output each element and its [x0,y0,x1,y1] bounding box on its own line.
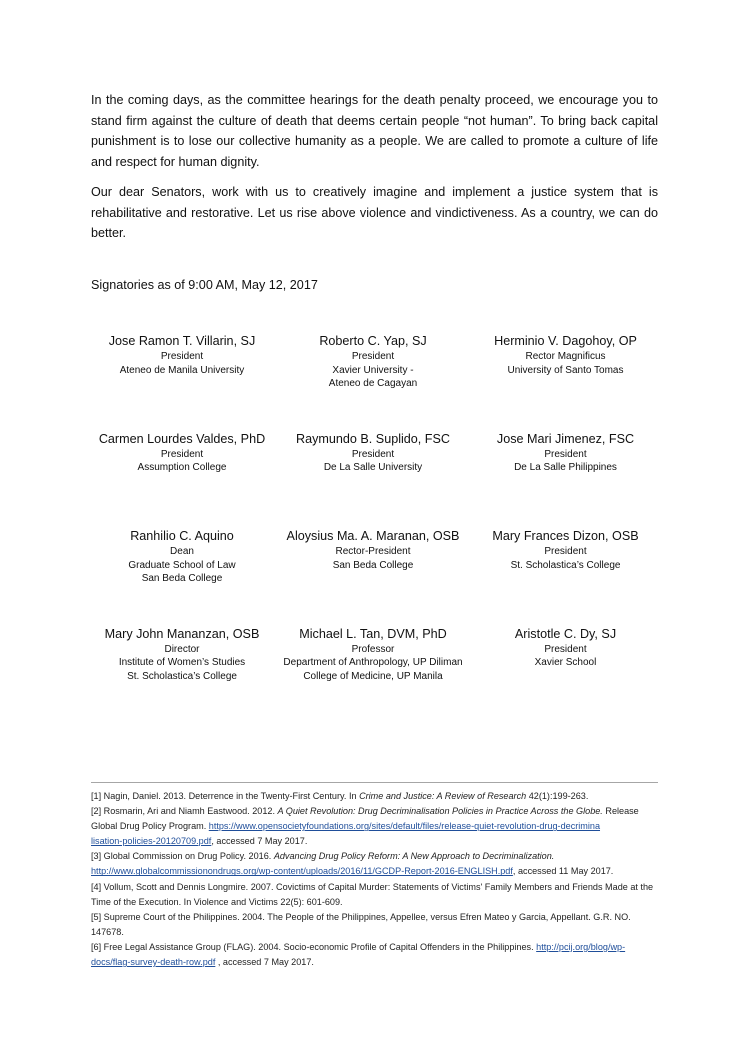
signatory-name: Aristotle C. Dy, SJ [514,626,617,641]
signatory-name: Jose Ramon T. Villarin, SJ [108,334,256,348]
footnote-title: A Quiet Revolution: Drug Decriminalisation Policies in Practice Across the Globe. [277,806,603,817]
signatory-organization: De La Salle Philippines [514,462,617,474]
signatory-organization: St. Scholastica’s College [510,559,621,571]
signatory-title: Rector-President [335,546,411,557]
footnote [91,940,658,970]
signatory-name: Mary Frances Dizon, OSB [492,529,639,543]
signatory-title: President [351,448,395,460]
signatory-name: Mary John Mananzan, OSB [104,626,260,641]
footnotes [91,789,658,970]
footnote-link[interactable]: http://www.globalcommissionondrugs.org/wp-content/uploads/2016/11/GCDP-Report-2016-ENGLISH.pdf [91,866,513,877]
footnote-link[interactable]: https://www.opensocietyfoundations.org/sites/default/files/release-quiet-revolution-drug-decrimina [208,821,601,832]
signatory-title: Dean [170,546,194,557]
signatory-organization: Assumption College [137,462,227,474]
signatory-block [473,626,658,724]
signatory-organization: Department of Anthropology, UP Diliman [283,657,463,669]
signatory-organization: Institute of Women’s Studies [118,657,246,669]
signatory-name: Carmen Lourdes Valdes, PhD [98,431,266,446]
signatory-organization: De La Salle University [323,462,423,474]
signatory-organization: San Beda College [141,573,223,585]
signatory-name: Jose Mari Jimenez, FSC [496,431,635,446]
signatory-block [473,528,658,626]
signatory-organization: College of Medicine, UP Manila [303,670,443,682]
signatory-name: Aloysius Ma. A. Maranan, OSB [286,529,460,543]
signatory-block [273,431,473,529]
signatory-organization: San Beda College [332,559,414,571]
footnote [91,804,658,849]
footnote-link[interactable]: http://pcij.org/blog/wp- [536,941,626,952]
signatory-organization: Xavier University - [332,364,414,376]
signatory-block [91,626,273,724]
signatory-name: Raymundo B. Suplido, FSC [296,431,450,446]
footnote-text: [6] Free Legal Assistance Group (FLAG). 2004. Socio-economic Profile of Capital Offenders in the Philippines. [91,941,537,952]
footnote-divider [91,782,658,783]
footnote-text: , accessed 7 May 2017. [211,836,308,847]
footnote-title: Crime and Justice: A Review of Research [359,791,527,801]
body-paragraph-1: In the coming days, as the committee hearings for the death penalty proceed, we encourage you to stand firm against the culture of death that deems certain people “not human”. To bring back capital punishment is to lose our collective humanity as a people. We are called to promote a culture of life and respect for human dignity. [91,93,658,169]
signatory-name: Roberto C. Yap, SJ [319,334,427,348]
signatory-block [273,333,473,431]
signatory-title: President [544,546,587,557]
signatory-title: President [160,351,204,362]
footnote-text: 42(1):199-263. [526,791,589,801]
signatory-name: Michael L. Tan, DVM, PhD [299,626,447,641]
footnote-link[interactable]: docs/flag-survey-death-row.pdf [91,957,216,968]
footnote [91,910,658,940]
signatory-organization: University of Santo Tomas [507,364,624,376]
signatories-heading: Signatories as of 9:00 AM, May 12, 2017 [91,278,318,292]
footnote [91,849,658,879]
signatory-title: President [544,448,587,460]
footnote-text: , accessed 11 May 2017. [512,866,614,877]
footnote-text: [1] Nagin, Daniel. 2013. Deterrence in the Twenty-First Century. In [91,791,360,801]
footnote-text: [3] Global Commission on Drug Policy. 2016. [91,851,274,862]
footnote-title: Advancing Drug Policy Reform: A New Approach to Decriminalization. [273,851,555,862]
signatory-organization: St. Scholastica’s College [127,670,237,682]
signatory-title: Professor [351,643,395,655]
signatory-organization: Ateneo de Manila University [119,364,245,376]
signatory-organization: Graduate School of Law [128,559,236,571]
signatories-grid [91,333,658,723]
signatory-organization: Xavier School [534,657,597,669]
signatory-name: Ranhilio C. Aquino [130,529,234,543]
footnote-text: , accessed 7 May 2017. [215,957,314,968]
signatory-title: President [544,643,587,655]
signatory-block [273,626,473,724]
footnote [91,789,658,804]
signatory-block [91,431,273,529]
body-paragraph-2: Our dear Senators, work with us to creatively imagine and implement a justice system that is rehabilitative and restorative. Let us rise above violence and vindictiveness. As a country, we can do better. [91,185,658,241]
footnote-text: [5] Supreme Court of the Philippines. 2004. The People of the Philippines, Appellee, versus Efren Mateo y Garcia, Appellant. G.R. NO. 147678. [91,911,631,937]
signatory-name: Herminio V. Dagohoy, OP [494,334,637,348]
footnote-text: [2] Rosmarin, Ari and Niamh Eastwood. 2012. [91,806,278,817]
footnote-link[interactable]: lisation-policies-20120709.pdf [91,836,212,847]
signatory-title: President [160,448,204,460]
signatory-organization: Ateneo de Cagayan [328,378,418,390]
signatory-title: Director [164,643,200,655]
signatory-title: President [351,351,395,362]
signatory-block [91,333,273,431]
signatory-block [473,333,658,431]
footnote-text: Release Global Drug Policy Program. [91,806,639,832]
signatory-block [473,431,658,529]
signatory-block [91,528,273,626]
footnote-text: [4] Vollum, Scott and Dennis Longmire. 2007. Covictims of Capital Murder: Statements of Victims' Family Members and Friends Made at the Time of the Execution. In Violence and Victims 22(5): 601-609. [91,881,654,907]
signatory-title: Rector Magnificus [525,351,606,362]
signatory-block [273,528,473,626]
footnote [91,880,658,910]
